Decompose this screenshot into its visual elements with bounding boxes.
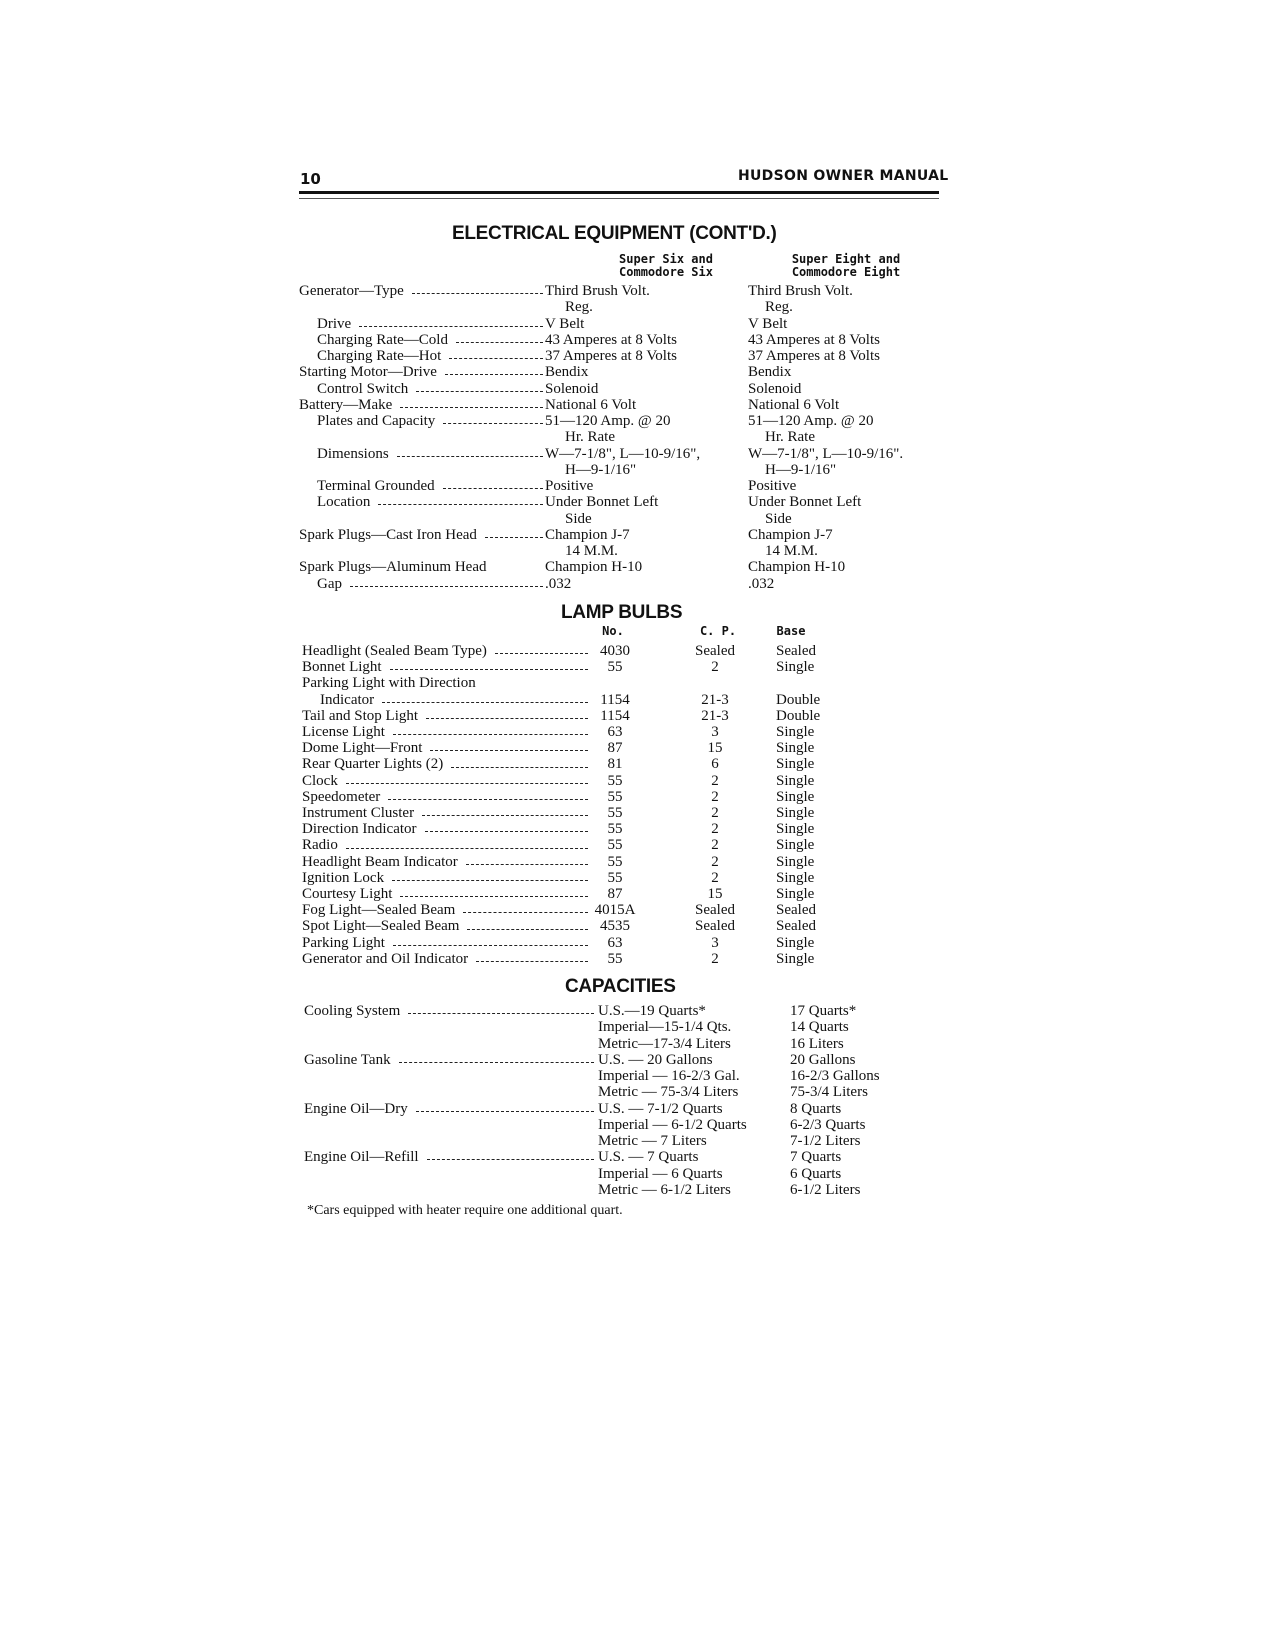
value-eight: 6 Quarts <box>790 1165 842 1182</box>
row-label: Parking Light with Direction <box>302 675 476 692</box>
value-six: Side <box>565 510 592 527</box>
bulb-number: 1154 <box>600 707 630 724</box>
row-label: Control Switch <box>317 380 409 397</box>
table-row <box>302 724 862 740</box>
value-six: 14 M.M. <box>565 543 618 559</box>
row-label: Terminal Grounded <box>317 478 435 494</box>
leader-dots <box>422 805 588 816</box>
row-label: Charging Rate—Cold <box>317 331 448 348</box>
column-head-eight <box>776 253 916 279</box>
candle-power: 2 <box>711 869 719 886</box>
value-six: U.S. — 7-1/2 Quarts <box>598 1100 723 1117</box>
leader-dots <box>467 918 588 929</box>
bulb-number: 4030 <box>600 643 630 659</box>
row-label-cell <box>302 724 590 740</box>
leader-dots <box>463 902 588 913</box>
table-row <box>302 692 862 708</box>
value-eight: 16-2/3 Gallons <box>790 1068 880 1084</box>
table-row <box>302 902 862 918</box>
leader-dots <box>378 494 543 505</box>
table-row <box>299 478 949 494</box>
value-six: Champion J-7 <box>545 526 630 543</box>
candle-power: 2 <box>711 950 719 967</box>
value-eight: 8 Quarts <box>790 1100 842 1117</box>
base-type: Single <box>776 740 815 757</box>
row-label-cell <box>299 381 545 397</box>
base-type: Single <box>776 837 815 854</box>
row-label-cell <box>302 918 590 934</box>
row-label: Fog Light—Sealed Beam <box>302 902 456 919</box>
value-six: 37 Amperes at 8 Volts <box>545 348 677 364</box>
row-label-cell <box>299 527 545 543</box>
candle-power: 15 <box>707 740 723 757</box>
row-label: Spot Light—Sealed Beam <box>302 918 460 935</box>
candle-power: 2 <box>711 659 719 676</box>
base-type: Double <box>776 707 821 724</box>
row-label: Gasoline Tank <box>304 1051 391 1068</box>
leader-dots <box>359 316 543 327</box>
row-label-cell <box>302 659 590 675</box>
bulb-number: 55 <box>607 950 623 967</box>
row-label-cell <box>302 821 590 837</box>
bulb-number: 55 <box>607 772 623 789</box>
leader-dots <box>382 692 588 703</box>
value-eight: 37 Amperes at 8 Volts <box>748 348 880 364</box>
row-label: Headlight Beam Indicator <box>302 853 458 870</box>
footnote: *Cars equipped with heater require one additional quart. <box>307 1203 623 1218</box>
header-rule <box>299 191 939 194</box>
row-label: Generator—Type <box>299 283 404 299</box>
base-type: Sealed <box>776 902 816 919</box>
leader-dots <box>392 870 588 881</box>
value-six: Third Brush Volt. <box>545 283 650 299</box>
value-eight: Champion J-7 <box>748 526 833 543</box>
leader-dots <box>485 527 543 538</box>
row-label-cell <box>304 1149 596 1165</box>
row-label: Plates and Capacity <box>317 413 436 429</box>
value-six: W—7-1/8", L—10-9/16", <box>545 445 701 462</box>
row-label: Speedometer <box>302 788 381 805</box>
table-row <box>302 870 862 886</box>
base-type: Single <box>776 886 815 902</box>
row-label-cell <box>302 837 590 853</box>
value-eight: Positive <box>748 478 797 494</box>
base-type: Single <box>776 853 815 870</box>
value-eight: Bendix <box>748 364 792 381</box>
row-label-cell <box>299 446 545 462</box>
value-six: Bendix <box>545 364 589 381</box>
table-row <box>304 1019 924 1035</box>
row-label: Dome Light—Front <box>302 740 423 757</box>
table-row <box>304 1117 924 1133</box>
candle-power: 21-3 <box>701 691 729 708</box>
row-label: Rear Quarter Lights (2) <box>302 756 444 773</box>
table-row <box>299 381 949 397</box>
table-row <box>302 805 862 821</box>
row-label-cell <box>299 397 545 413</box>
bulb-number: 55 <box>607 659 623 676</box>
value-eight: 51—120 Amp. @ 20 <box>748 413 874 429</box>
leader-dots <box>445 364 543 375</box>
row-label: Starting Motor—Drive <box>299 364 437 381</box>
row-label-cell <box>302 773 590 789</box>
table-row <box>302 935 862 951</box>
column-head-line: Commodore Six <box>619 265 713 279</box>
table-row <box>299 462 949 478</box>
value-six: U.S. — 7 Quarts <box>598 1149 699 1166</box>
table-row <box>302 675 862 691</box>
value-six: V Belt <box>545 315 585 332</box>
column-head-line: Super Eight and <box>791 252 901 266</box>
row-label-cell <box>299 559 545 575</box>
value-eight: V Belt <box>748 315 788 332</box>
table-row <box>302 740 862 756</box>
bulb-number: 87 <box>607 886 623 902</box>
leader-dots <box>408 1003 594 1014</box>
bulb-number: 55 <box>607 821 623 838</box>
table-row <box>299 332 949 348</box>
table-row <box>302 837 862 853</box>
table-row <box>302 773 862 789</box>
value-eight: 7 Quarts <box>790 1149 842 1166</box>
column-head-cp: C. P. <box>699 624 737 638</box>
bulb-number: 4535 <box>600 918 630 935</box>
leader-dots <box>495 643 588 654</box>
value-eight: 7-1/2 Liters <box>790 1133 861 1149</box>
candle-power: 2 <box>711 821 719 838</box>
header-rule-thin <box>299 198 939 199</box>
table-row <box>299 429 949 445</box>
table-row <box>299 511 949 527</box>
value-six: Metric — 75-3/4 Liters <box>598 1084 739 1101</box>
leader-dots <box>427 1149 594 1160</box>
column-head-no: No. <box>602 624 624 638</box>
value-six: Imperial — 6-1/2 Quarts <box>598 1116 747 1133</box>
base-type: Single <box>776 934 815 951</box>
row-label: Courtesy Light <box>302 886 393 902</box>
candle-power: 21-3 <box>701 707 729 724</box>
value-six: Imperial — 16-2/3 Gal. <box>598 1068 740 1084</box>
value-six: Imperial — 6 Quarts <box>598 1165 723 1182</box>
table-row <box>299 316 949 332</box>
value-six: Positive <box>545 478 594 494</box>
value-eight: 6-2/3 Quarts <box>790 1116 866 1133</box>
row-label-cell <box>302 935 590 951</box>
value-eight: Side <box>765 510 792 527</box>
row-label-cell <box>299 364 545 380</box>
row-label: Charging Rate—Hot <box>317 348 442 364</box>
base-type: Sealed <box>776 643 816 659</box>
base-type: Single <box>776 772 815 789</box>
value-six: Reg. <box>565 299 593 316</box>
section-title-capacities: CAPACITIES <box>565 976 676 997</box>
row-label: Bonnet Light <box>302 659 382 676</box>
value-six: Champion H-10 <box>545 559 643 576</box>
bulb-number: 55 <box>607 837 623 854</box>
row-label-cell <box>302 854 590 870</box>
table-row <box>302 886 862 902</box>
leader-dots <box>393 724 588 735</box>
candle-power: Sealed <box>695 918 735 935</box>
row-label: Drive <box>317 315 352 332</box>
candle-power: 3 <box>711 724 719 740</box>
value-eight: Hr. Rate <box>765 429 815 446</box>
table-row <box>302 789 862 805</box>
value-eight: 43 Amperes at 8 Volts <box>748 331 880 348</box>
value-six: Hr. Rate <box>565 429 615 446</box>
row-label-cell <box>302 643 590 659</box>
base-type: Single <box>776 659 815 676</box>
value-six: U.S. — 20 Gallons <box>598 1051 713 1068</box>
value-eight: 14 Quarts <box>790 1019 849 1036</box>
row-label: Dimensions <box>317 445 389 462</box>
base-type: Single <box>776 724 815 740</box>
leader-dots <box>390 659 588 670</box>
leader-dots <box>449 348 543 359</box>
value-eight: Third Brush Volt. <box>748 283 853 299</box>
base-type: Sealed <box>776 918 816 935</box>
section-title-electrical: ELECTRICAL EQUIPMENT (CONT'D.) <box>452 223 777 244</box>
base-type: Single <box>776 788 815 805</box>
table-row <box>299 446 949 462</box>
row-label-cell <box>302 692 590 708</box>
table-row <box>304 1182 924 1198</box>
row-label-cell <box>302 708 590 724</box>
row-label-cell <box>299 332 545 348</box>
value-eight: 6-1/2 Liters <box>790 1181 861 1198</box>
row-label-cell <box>299 576 545 592</box>
row-label: Instrument Cluster <box>302 805 415 821</box>
row-label-cell <box>302 740 590 756</box>
row-label-cell <box>299 316 545 332</box>
table-row <box>299 543 949 559</box>
row-label: Engine Oil—Refill <box>304 1149 419 1166</box>
row-label: Ignition Lock <box>302 869 385 886</box>
base-type: Single <box>776 805 815 821</box>
candle-power: 2 <box>711 837 719 854</box>
value-six: 51—120 Amp. @ 20 <box>545 413 671 429</box>
row-label-cell <box>299 283 545 299</box>
bulb-number: 81 <box>607 756 623 773</box>
row-label-cell <box>304 1003 596 1019</box>
table-row <box>302 918 862 934</box>
table-row <box>304 1003 924 1019</box>
table-row <box>302 951 862 967</box>
table-row <box>304 1133 924 1149</box>
column-head-six <box>606 253 726 279</box>
table-row <box>304 1084 924 1100</box>
page-number: 10 <box>300 170 321 188</box>
value-eight: H—9-1/16" <box>765 461 837 478</box>
bulb-number: 55 <box>607 853 623 870</box>
candle-power: 3 <box>711 934 719 951</box>
base-type: Double <box>776 691 821 708</box>
value-eight: 20 Gallons <box>790 1051 856 1068</box>
leader-dots <box>426 708 588 719</box>
row-label-cell <box>304 1052 596 1068</box>
row-label-cell <box>302 870 590 886</box>
row-label-cell <box>304 1101 596 1117</box>
value-eight: Champion H-10 <box>748 559 846 576</box>
running-head: HUDSON OWNER MANUAL <box>738 168 949 184</box>
row-label: Indicator <box>320 691 375 708</box>
value-eight: Solenoid <box>748 380 802 397</box>
row-label-cell <box>302 756 590 772</box>
leader-dots <box>416 1101 594 1112</box>
base-type: Single <box>776 756 815 773</box>
table-row <box>299 283 949 299</box>
candle-power: 2 <box>711 772 719 789</box>
row-label: Spark Plugs—Aluminum Head <box>299 559 487 576</box>
value-eight: 16 Liters <box>790 1035 844 1052</box>
table-row <box>299 397 949 413</box>
section-title-lamp-bulbs: LAMP BULBS <box>561 602 683 623</box>
table-row <box>304 1149 924 1165</box>
table-row <box>302 821 862 837</box>
leader-dots <box>443 413 543 424</box>
column-head-line: Commodore Eight <box>791 265 901 279</box>
base-type: Single <box>776 821 815 838</box>
row-label: Radio <box>302 837 338 854</box>
leader-dots <box>346 837 588 848</box>
candle-power: 2 <box>711 805 719 821</box>
value-six: Solenoid <box>545 380 599 397</box>
value-eight: W—7-1/8", L—10-9/16". <box>748 445 904 462</box>
column-head-line: Super Six and <box>619 252 713 266</box>
leader-dots <box>388 789 588 800</box>
value-eight: Under Bonnet Left <box>748 494 862 511</box>
row-label-cell <box>302 805 590 821</box>
value-six: U.S.—19 Quarts* <box>598 1003 706 1019</box>
row-label: License Light <box>302 724 385 740</box>
value-six: Imperial—15-1/4 Qts. <box>598 1019 732 1036</box>
leader-dots <box>350 576 543 587</box>
value-eight: National 6 Volt <box>748 396 840 413</box>
table-row <box>299 364 949 380</box>
value-six: Metric — 7 Liters <box>598 1133 707 1149</box>
value-six: H—9-1/16" <box>565 461 637 478</box>
leader-dots <box>425 821 588 832</box>
row-label-cell <box>302 886 590 902</box>
row-label: Generator and Oil Indicator <box>302 950 469 967</box>
table-row <box>299 527 949 543</box>
base-type: Single <box>776 869 815 886</box>
leader-dots <box>456 332 543 343</box>
candle-power: 15 <box>707 886 723 902</box>
table-row <box>302 708 862 724</box>
candle-power: 2 <box>711 788 719 805</box>
table-row <box>299 413 949 429</box>
table-row <box>302 854 862 870</box>
candle-power: 2 <box>711 853 719 870</box>
row-label-cell <box>302 789 590 805</box>
row-label-cell <box>302 902 590 918</box>
row-label-cell <box>299 348 545 364</box>
value-eight: 17 Quarts* <box>790 1003 857 1019</box>
table-row <box>304 1101 924 1117</box>
base-type: Single <box>776 950 815 967</box>
row-label: Direction Indicator <box>302 821 417 838</box>
leader-dots <box>346 773 588 784</box>
table-row <box>302 643 862 659</box>
table-row <box>299 348 949 364</box>
bulb-number: 55 <box>607 805 623 821</box>
bulb-number: 55 <box>607 869 623 886</box>
row-label-cell <box>302 951 590 967</box>
value-eight: 14 M.M. <box>765 543 818 559</box>
row-label-cell <box>302 675 590 691</box>
leader-dots <box>416 381 543 392</box>
bulb-number: 87 <box>607 740 623 757</box>
row-label-cell <box>299 494 545 510</box>
leader-dots <box>399 1052 594 1063</box>
table-row <box>299 576 949 592</box>
value-six: 43 Amperes at 8 Volts <box>545 331 677 348</box>
table-row <box>299 559 949 575</box>
row-label: Clock <box>302 772 338 789</box>
value-six: Metric — 6-1/2 Liters <box>598 1181 731 1198</box>
row-label: Battery—Make <box>299 396 393 413</box>
candle-power: Sealed <box>695 643 735 659</box>
bulb-number: 55 <box>607 788 623 805</box>
leader-dots <box>397 446 543 457</box>
leader-dots <box>400 397 543 408</box>
candle-power: Sealed <box>695 902 735 919</box>
leader-dots <box>466 854 588 865</box>
value-six: .032 <box>545 575 572 592</box>
table-row <box>302 756 862 772</box>
value-eight: Reg. <box>765 299 793 316</box>
row-label: Headlight (Sealed Beam Type) <box>302 643 487 659</box>
leader-dots <box>451 756 588 767</box>
row-label: Location <box>317 494 371 511</box>
row-label: Spark Plugs—Cast Iron Head <box>299 526 477 543</box>
table-row <box>304 1166 924 1182</box>
leader-dots <box>443 478 543 489</box>
column-head-base: Base <box>776 624 806 638</box>
bulb-number: 4015A <box>594 902 636 919</box>
value-eight: 75-3/4 Liters <box>790 1084 868 1101</box>
row-label: Engine Oil—Dry <box>304 1100 408 1117</box>
value-six: Under Bonnet Left <box>545 494 659 511</box>
bulb-number: 1154 <box>600 691 630 708</box>
value-eight: .032 <box>748 575 775 592</box>
bulb-number: 63 <box>607 934 623 951</box>
value-six: Metric—17-3/4 Liters <box>598 1035 731 1052</box>
bulb-number: 63 <box>607 724 623 740</box>
row-label: Cooling System <box>304 1003 401 1019</box>
leader-dots <box>393 935 588 946</box>
candle-power: 6 <box>711 756 719 773</box>
leader-dots <box>476 951 588 962</box>
row-label: Parking Light <box>302 934 385 951</box>
leader-dots <box>430 740 588 751</box>
table-row <box>302 659 862 675</box>
row-label-cell <box>299 478 545 494</box>
table-row <box>304 1068 924 1084</box>
table-row <box>304 1052 924 1068</box>
row-label-cell <box>299 413 545 429</box>
table-row <box>304 1036 924 1052</box>
leader-dots <box>412 283 543 294</box>
row-label: Tail and Stop Light <box>302 707 419 724</box>
table-row <box>299 299 949 315</box>
leader-dots <box>400 886 588 897</box>
value-six: National 6 Volt <box>545 396 637 413</box>
table-row <box>299 494 949 510</box>
row-label: Gap <box>317 575 342 592</box>
